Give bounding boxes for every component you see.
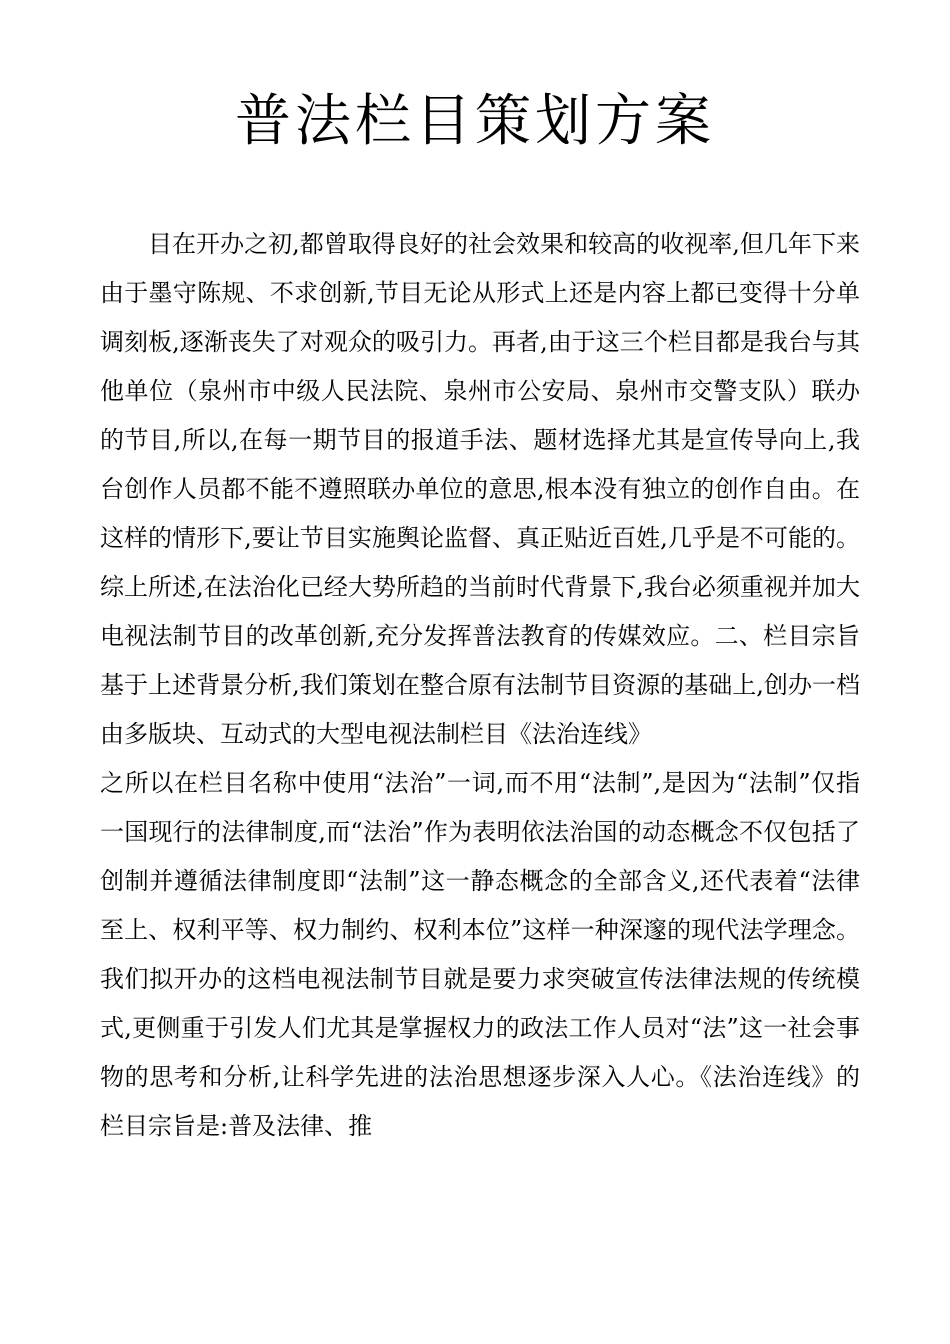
document-body [100,220,860,1151]
paragraph-1: 目在开办之初,都曾取得良好的社会效果和较高的收视率,但几年下来由于墨守陈规、不求创新,节目无论从形式上还是内容上都已变得十分单调刻板,逐渐丧失了对观众的吸引力。再者,由于这三个栏目都是我台与其他单位（泉州市中级人民法院、泉州市公安局、泉州市交警支队）联办的节目,所以,在每一期节目的报道手法、题材选择尤其是宣传导向上,我台创作人员都不能不遵照联办单位的意思,根本没有独立的创作自由。在这样的情形下,要让节目实施舆论监督、真正贴近百姓,几乎是不可能的。综上所述,在法治化已经大势所趋的当前时代背景下,我台必须重视并加大电视法制节目的改革创新,充分发挥普法教育的传媒效应。二、栏目宗旨基于上述背景分析,我们策划在整合原有法制节目资源的基础上,创办一档由多版块、互动式的大型电视法制栏目《法治连线》 [100,230,860,748]
paragraph-2: 之所以在栏目名称中使用“法治”一词,而不用“法制”,是因为“法制”仅指一国现行的法律制度,而“法治”作为表明依法治国的动态概念不仅包括了创制并遵循法律制度即“法制”这一静态概念的全部含义,还代表着“法律至上、权利平等、权力制约、权利本位”这样一种深邃的现代法学理念。我们拟开办的这档电视法制节目就是要力求突破宣传法律法规的传统模式,更侧重于引发人们尤其是掌握权力的政法工作人员对“法”这一社会事物的思考和分析,让科学先进的法治思想逐步深入人心。《法治连线》的栏目宗旨是:普及法律、推 [100,769,860,1140]
document-title: 普法栏目策划方案 [235,89,715,154]
